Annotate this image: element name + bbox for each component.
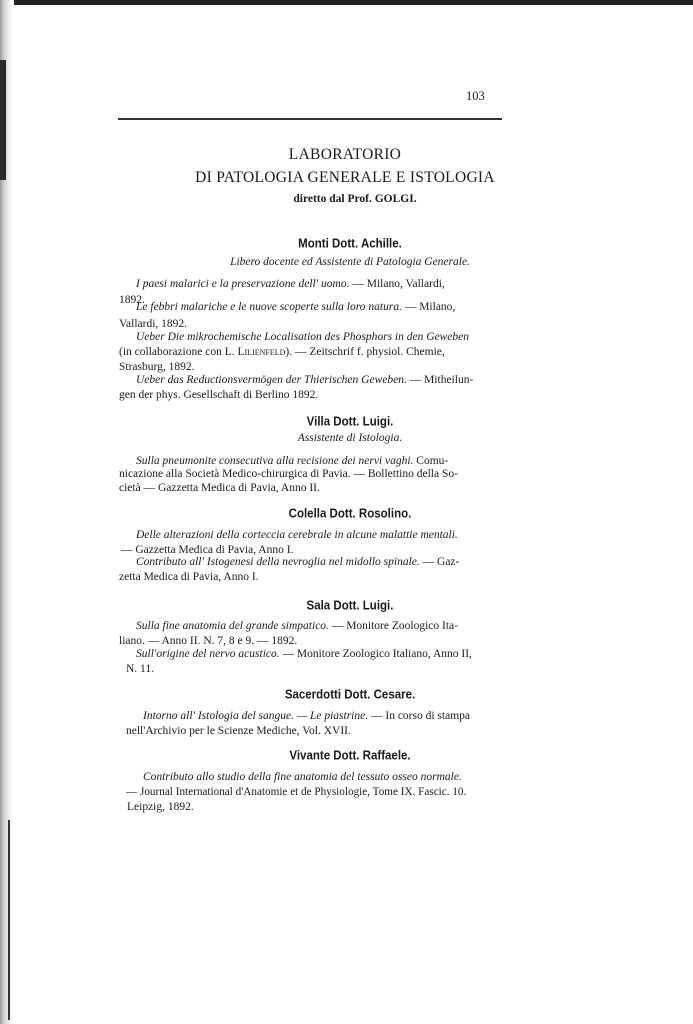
author-name: Sacerdotti Dott. Cesare. bbox=[284, 688, 416, 702]
page-number: 103 bbox=[466, 89, 485, 103]
entry-line: gen der phys. Gesellschaft di Berlino 1892. bbox=[119, 389, 319, 401]
entry-line: zetta Medica di Pavia, Anno I. bbox=[119, 571, 259, 583]
lab-director: diretto dal Prof. GOLGI. bbox=[293, 193, 417, 205]
top-border bbox=[0, 0, 693, 5]
entry-line: (in collaborazione con L. Lilienfeld). — Zeitschrif f. physiol. Chemie, bbox=[119, 346, 445, 358]
lab-title-line1: LABORATORIO bbox=[288, 146, 402, 163]
entry-line: cietà — Gazzetta Medica di Pavia, Anno II. bbox=[119, 482, 320, 494]
entry-line: Delle alterazioni della corteccia cerebrale in alcune malattie mentali. bbox=[136, 529, 458, 541]
author-name: Monti Dott. Achille. bbox=[298, 237, 402, 251]
binding-mark bbox=[0, 60, 6, 180]
entry-line: Intorno all' Istologia del sangue. — Le piastrine. — In corso di stampa bbox=[143, 710, 470, 722]
entry-line: Contributo all' Istogenesi della nevroglia nel midollo spinale. — Gaz- bbox=[136, 556, 460, 568]
entry-line: 1892. bbox=[119, 294, 145, 306]
entry-line: I paesi malarici e la preservazione dell' uomo. — Milano, Vallardi, bbox=[136, 278, 445, 290]
header-rule bbox=[118, 118, 502, 120]
entry-line: Leipzig, 1892. bbox=[127, 801, 194, 813]
author-name: Sala Dott. Luigi. bbox=[306, 599, 394, 613]
entry-line: Le febbri malariche e le nuove scoperte sulla loro natura. — Milano, bbox=[136, 301, 456, 313]
author-role: Assistente di Istologia. bbox=[297, 432, 403, 444]
entry-line: liano. — Anno II. N. 7, 8 e 9. — 1892. bbox=[119, 635, 298, 647]
author-name: Vivante Dott. Raffaele. bbox=[289, 749, 411, 763]
entry-line: Strasburg, 1892. bbox=[119, 361, 195, 373]
entry-line: Vallardi, 1892. bbox=[119, 318, 188, 330]
entry-line: Ueber das Reductionsvermögen der Thierischen Geweben. — Mitheilun- bbox=[136, 374, 474, 386]
author-role: Libero docente ed Assistente di Patologia Generale. bbox=[230, 256, 470, 268]
lab-title-line2: DI PATOLOGIA GENERALE E ISTOLOGIA bbox=[195, 169, 495, 186]
binding-edge-line bbox=[8, 820, 10, 1020]
entry-line: nicazione alla Società Medico-chirurgica di Pavia. — Bollettino della So- bbox=[119, 468, 458, 480]
entry-line: Sulla fine anatomia del grande simpatico. — Monitore Zoologico Ita- bbox=[136, 620, 458, 632]
entry-line: — Journal International d'Anatomie et de Physiologie, Tome IX. Fascic. 10. bbox=[126, 786, 467, 798]
author-name: Colella Dott. Rosolino. bbox=[288, 507, 412, 521]
entry-line: Contributo allo studio della fine anatomia del tessuto osseo normale. bbox=[143, 771, 462, 783]
entry-line: — Gazzetta Medica di Pavia, Anno I. bbox=[121, 544, 294, 556]
author-name: Villa Dott. Luigi. bbox=[306, 415, 394, 429]
entry-line: Sull'origine del nervo acustico. — Monitore Zoologico Italiano, Anno II, bbox=[136, 648, 472, 660]
entry-line: N. 11. bbox=[126, 663, 155, 675]
entry-line: Ueber Die mikrochemische Localisation des Phosphors in den Geweben bbox=[136, 331, 470, 343]
entry-line: Sulla pneumonite consecutiva alla recisione dei nervi vaghi. Comu- bbox=[136, 455, 449, 467]
entry-line: nell'Archivio per le Scienze Mediche, Vol. XVII. bbox=[126, 725, 351, 737]
